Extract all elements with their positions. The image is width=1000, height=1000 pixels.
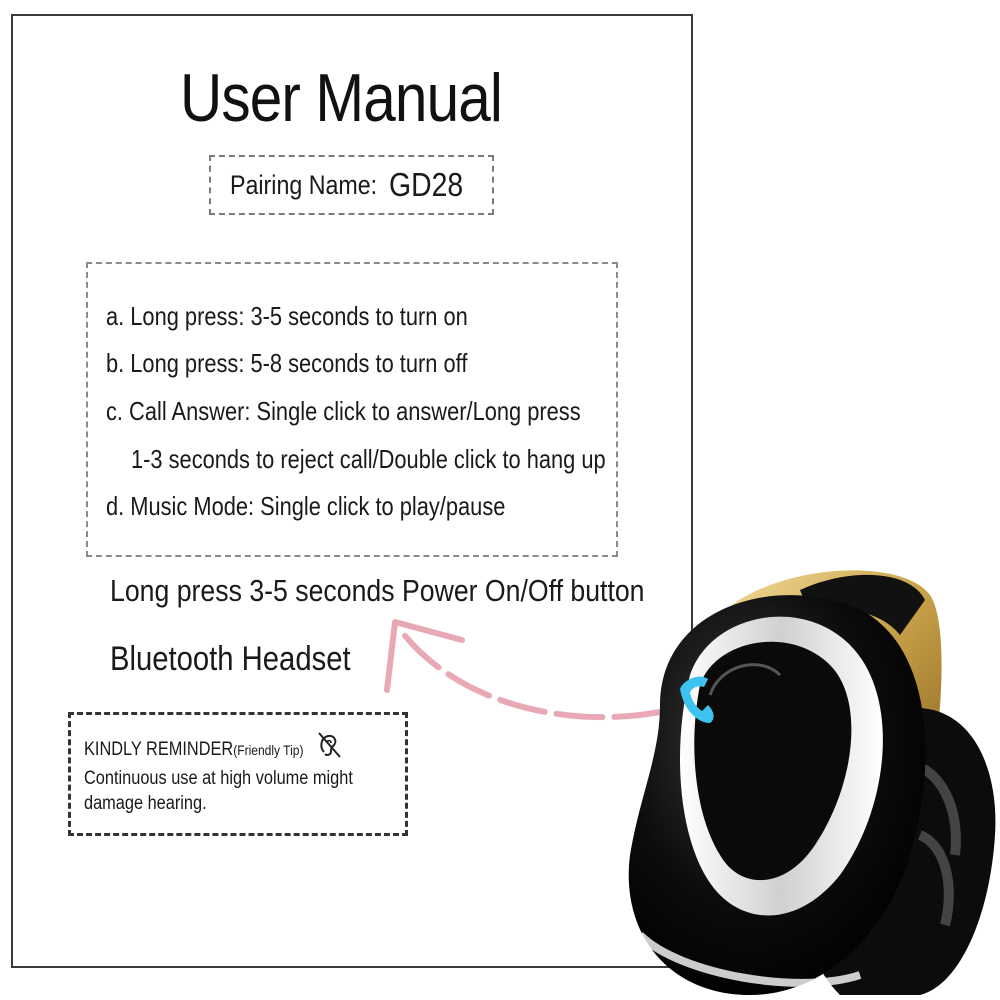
headset-caption: Bluetooth Headset	[110, 640, 351, 678]
page-title: User Manual	[180, 60, 503, 136]
pairing-name-value: GD28	[389, 166, 464, 203]
instruction-item-continued: 1-3 seconds to reject call/Double click to hang up	[131, 444, 606, 474]
reminder-body: Continuous use at high volume might damage hearing.	[84, 768, 353, 814]
instruction-item: c. Call Answer: Single click to answer/Long press	[106, 396, 581, 426]
reminder-title-text: KINDLY REMINDER	[84, 739, 234, 760]
instruction-item: d. Music Mode: Single click to play/pause	[106, 491, 506, 521]
pairing-name-label: Pairing Name:	[230, 170, 378, 200]
instruction-item: a. Long press: 3-5 seconds to turn on	[106, 301, 468, 331]
reminder-title	[84, 738, 303, 762]
power-button-caption: Long press 3-5 seconds Power On/Off button	[110, 573, 645, 608]
reminder-subtitle: (Friendly Tip)	[233, 742, 304, 758]
bluetooth-headset-image	[600, 555, 1000, 1000]
ear-crossed-icon	[316, 730, 342, 760]
instruction-item: b. Long press: 5-8 seconds to turn off	[106, 348, 468, 378]
